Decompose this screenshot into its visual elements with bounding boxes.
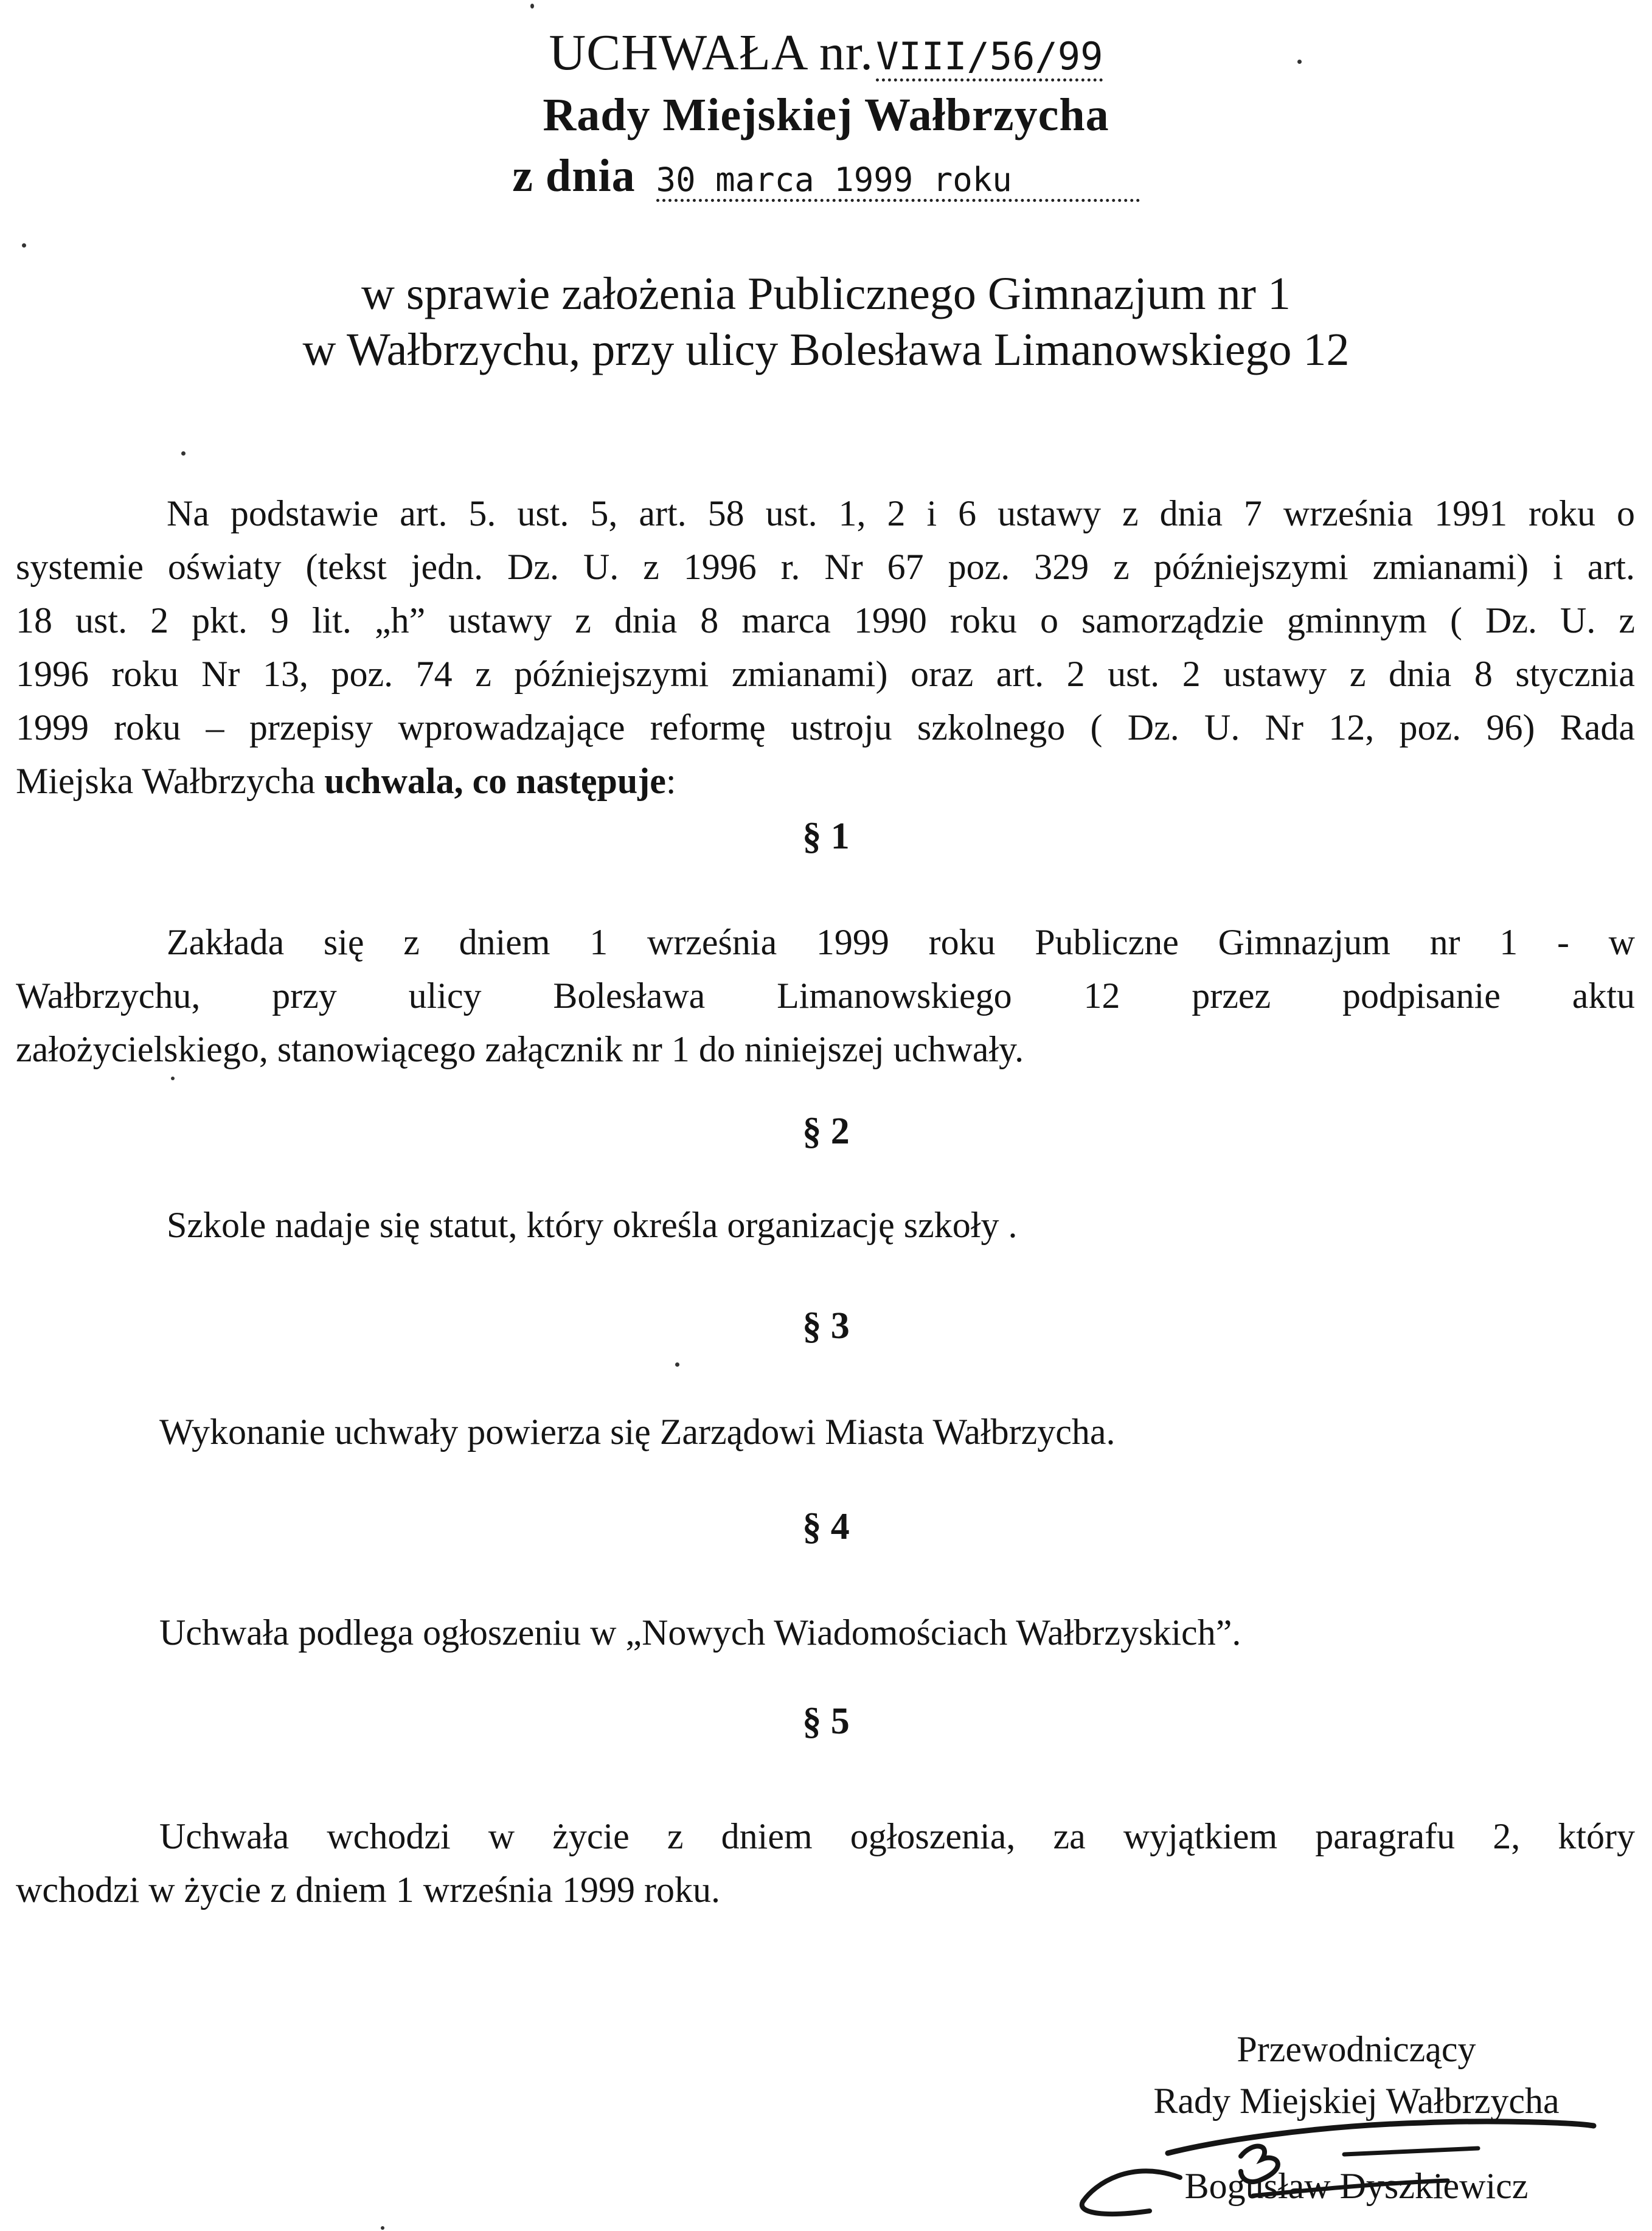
enacting-clause: uchwala, co następuje: [324, 761, 666, 801]
resolution-number: VIII/56/99: [876, 34, 1103, 82]
section-heading-3: § 3: [802, 1305, 850, 1347]
section-1-text: [16, 915, 1635, 1076]
preamble: [16, 487, 1635, 808]
section-heading-4: § 4: [802, 1506, 850, 1547]
preamble-text: Miejska Wałbrzycha: [16, 761, 325, 801]
section-3-text: [159, 1405, 1558, 1459]
date-value: 30 marca 1999 roku: [656, 161, 1140, 202]
section-line: Uchwała wchodzi w życie z dniem ogłoszenia, za wyjątkiem paragrafu 2, który: [159, 1816, 1635, 1856]
resolution-title: [0, 23, 1652, 82]
scan-speck: [181, 451, 186, 456]
scan-speck: [675, 1362, 679, 1367]
section-heading-2: § 2: [802, 1111, 850, 1152]
scan-speck: [171, 1077, 175, 1080]
subject-line-2: w Wałbrzychu, przy ulicy Bolesława Limanowskiego 12: [302, 324, 1350, 375]
title-prefix: UCHWAŁA nr.: [549, 24, 874, 81]
section-line: Wałbrzychu, przy ulicy Bolesława Limanowskiego 12 przez podpisanie aktu: [16, 976, 1635, 1016]
section-line: Uchwała podlega ogłoszeniu w „Nowych Wiadomościach Wałbrzyskich”.: [159, 1612, 1241, 1653]
section-line: Zakłada się z dniem 1 września 1999 roku Publiczne Gimnazjum nr 1 ‐ w: [167, 922, 1635, 962]
signatory-role: Przewodniczący: [1237, 2029, 1476, 2069]
subject-line-1: w sprawie założenia Publicznego Gimnazjum nr 1: [361, 268, 1291, 319]
section-heading-1: § 1: [802, 816, 850, 857]
preamble-line-last: [16, 754, 1635, 808]
section-2-text: [167, 1198, 1566, 1252]
signatory-body: Rady Miejskiej Wałbrzycha: [1153, 2081, 1560, 2121]
signatory-name: Bogusław Dyszkiewicz: [1184, 2166, 1529, 2206]
section-4-text: [159, 1606, 1558, 1659]
section-line: wchodzi w życie z dniem 1 września 1999 roku.: [16, 1870, 720, 1910]
preamble-line: 18 ust. 2 pkt. 9 lit. „h” ustawy z dnia 8 marca 1990 roku o samorządzie gminnym ( Dz. U. z: [16, 600, 1635, 640]
section-line: Szkole nadaje się statut, który określa organizację szkoły .: [167, 1205, 1018, 1245]
section-line: Wykonanie uchwały powierza się Zarządowi Miasta Wałbrzycha.: [159, 1412, 1116, 1452]
scan-speck: [1297, 60, 1302, 64]
section-line: założycielskiego, stanowiącego załącznik nr 1 do niniejszej uchwały.: [16, 1029, 1024, 1069]
preamble-line: 1996 roku Nr 13, poz. 74 z późniejszymi zmianami) oraz art. 2 ust. 2 ustawy z dnia 8 stycznia: [16, 654, 1635, 694]
section-heading-5: § 5: [802, 1701, 850, 1742]
preamble-colon: :: [665, 761, 676, 801]
date-prefix: z dnia: [512, 150, 636, 201]
resolution-date: [0, 150, 1652, 203]
preamble-line: 1999 roku – przepisy wprowadzające reformę ustroju szkolnego ( Dz. U. Nr 12, poz. 96) Rada: [16, 707, 1635, 748]
preamble-line: Na podstawie art. 5. ust. 5, art. 58 ust. 1, 2 i 6 ustawy z dnia 7 września 1991 roku o: [167, 493, 1635, 533]
council-name: Rady Miejskiej Wałbrzycha: [543, 89, 1109, 141]
scan-speck: [530, 4, 534, 9]
scan-speck: [381, 2226, 384, 2230]
section-5-text: [16, 1809, 1635, 1917]
preamble-line: systemie oświaty (tekst jedn. Dz. U. z 1996 r. Nr 67 poz. 329 z późniejszymi zmianami) i art.: [16, 547, 1635, 587]
scan-speck: [22, 243, 26, 248]
